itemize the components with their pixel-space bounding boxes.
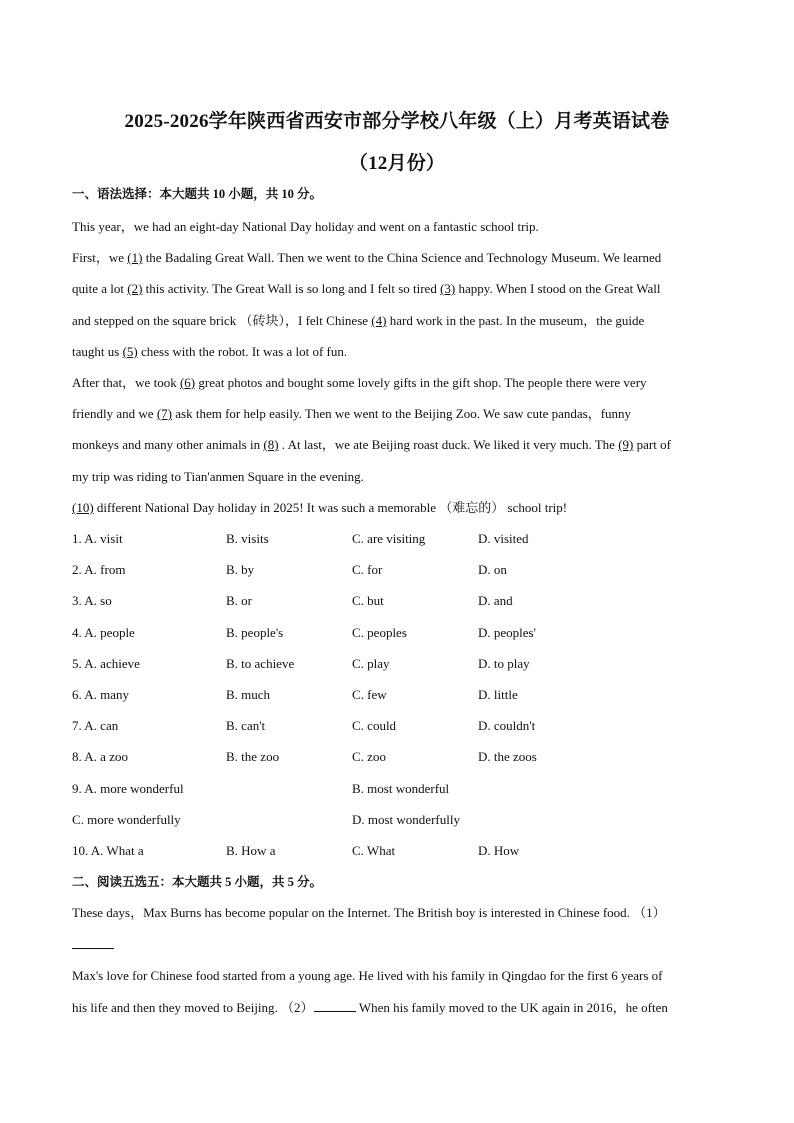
option-c: C. zoo bbox=[352, 749, 386, 764]
passage-text: . At last，we ate Beijing roast duck. We liked it very much. The bbox=[278, 437, 619, 452]
option-b: B. people's bbox=[226, 625, 284, 640]
option-d: D. visited bbox=[478, 531, 529, 546]
option-b: B. the zoo bbox=[226, 749, 280, 764]
exam-subtitle: （12月份） bbox=[348, 153, 446, 174]
option-c: C. few bbox=[352, 687, 387, 702]
option-a: 4. A. people bbox=[72, 625, 135, 640]
option-c: C. more wonderfully bbox=[72, 812, 181, 827]
reading-line: Max's love for Chinese food started from a young age. He lived with his family in Qingdao for the first 6 years of bbox=[72, 968, 663, 983]
passage-line bbox=[72, 344, 722, 360]
option-d: D. to play bbox=[478, 656, 530, 671]
passage-text: First，we bbox=[72, 250, 128, 265]
passage-text: taught us bbox=[72, 344, 123, 359]
passage-text: different National Day holiday in 2025! It was such a memorable （难忘的） school trip! bbox=[93, 500, 568, 515]
option-c: C. What bbox=[352, 843, 396, 858]
blank-10: (10) bbox=[72, 500, 94, 515]
option-c: C. are visiting bbox=[352, 531, 426, 546]
passage-line: This year，we had an eight-day National Day holiday and went on a fantastic school trip. bbox=[72, 219, 539, 234]
option-b: B. much bbox=[226, 687, 271, 702]
option-b: B. to achieve bbox=[226, 656, 295, 671]
option-a: 9. A. more wonderful bbox=[72, 781, 184, 796]
passage-text: the Badaling Great Wall. Then we went to the China Science and Technology Museum. We learned bbox=[142, 250, 662, 265]
option-d: D. on bbox=[478, 562, 507, 577]
reading-line bbox=[72, 999, 722, 1016]
section1-heading: 一、语法选择：本大题共 10 小题，共 10 分。 bbox=[72, 187, 323, 201]
option-b: B. visits bbox=[226, 531, 269, 546]
reading-text: When his family moved to the UK again in 2016，he often bbox=[355, 1000, 668, 1015]
blank-3: (3) bbox=[440, 281, 456, 296]
option-a: 6. A. many bbox=[72, 687, 130, 702]
passage-text: happy. When I stood on the Great Wall bbox=[455, 281, 661, 296]
passage-text: monkeys and many other animals in bbox=[72, 437, 264, 452]
option-d: D. little bbox=[478, 687, 518, 702]
reading-line: These days，Max Burns has become popular on the Internet. The British boy is interested in Chinese food. （1） bbox=[72, 905, 666, 920]
option-d: D. How bbox=[478, 843, 520, 858]
option-a: 3. A. so bbox=[72, 593, 112, 608]
passage-line: my trip was riding to Tian'anmen Square in the evening. bbox=[72, 469, 364, 484]
option-a: 8. A. a zoo bbox=[72, 749, 128, 764]
blank-2: (2) bbox=[127, 281, 143, 296]
option-b: B. or bbox=[226, 593, 252, 608]
option-b: B. How a bbox=[226, 843, 276, 858]
blank-4: (4) bbox=[371, 313, 387, 328]
option-b: B. can't bbox=[226, 718, 266, 733]
section2-heading: 二、阅读五选五：本大题共 5 小题，共 5 分。 bbox=[72, 875, 323, 889]
passage-line bbox=[72, 281, 722, 297]
blank-9: (9) bbox=[618, 437, 634, 452]
option-c: C. peoples bbox=[352, 625, 407, 640]
option-a: 1. A. visit bbox=[72, 531, 123, 546]
passage-text: quite a lot bbox=[72, 281, 128, 296]
exam-title: 2025-2026学年陕西省西安市部分学校八年级（上）月考英语试卷 bbox=[124, 111, 670, 132]
option-c: C. for bbox=[352, 562, 383, 577]
blank-1: (1) bbox=[127, 250, 143, 265]
passage-line bbox=[72, 500, 722, 516]
passage-line bbox=[72, 313, 722, 329]
option-d: D. the zoos bbox=[478, 749, 537, 764]
passage-text: ask them for help easily. Then we went to the Beijing Zoo. We saw cute pandas，funny bbox=[172, 406, 632, 421]
passage-text: part of bbox=[633, 437, 671, 452]
option-a: 7. A. can bbox=[72, 718, 119, 733]
option-d: D. and bbox=[478, 593, 513, 608]
passage-text: great photos and bought some lovely gifts in the gift shop. The people there were very bbox=[195, 375, 647, 390]
option-c: C. play bbox=[352, 656, 390, 671]
answer-blank-1 bbox=[72, 948, 114, 949]
passage-text: hard work in the past. In the museum，the guide bbox=[386, 313, 645, 328]
passage-text: friendly and we bbox=[72, 406, 157, 421]
passage-text: After that，we took bbox=[72, 375, 180, 390]
option-a: 10. A. What a bbox=[72, 843, 144, 858]
option-d: D. peoples' bbox=[478, 625, 536, 640]
reading-text: his life and then they moved to Beijing. （2） bbox=[72, 1000, 314, 1015]
blank-8: (8) bbox=[263, 437, 279, 452]
option-b: B. most wonderful bbox=[352, 781, 450, 796]
option-c: C. but bbox=[352, 593, 384, 608]
blank-7: (7) bbox=[156, 406, 173, 421]
passage-text: and stepped on the square brick （砖块），I felt Chinese bbox=[72, 313, 372, 328]
passage-line bbox=[72, 250, 722, 266]
option-d: D. most wonderfully bbox=[352, 812, 460, 827]
option-c: C. could bbox=[352, 718, 397, 733]
answer-blank-2 bbox=[314, 999, 356, 1012]
passage-line bbox=[72, 375, 722, 391]
option-d: D. couldn't bbox=[478, 718, 536, 733]
option-b: B. by bbox=[226, 562, 255, 577]
blank-5: (5) bbox=[122, 344, 138, 359]
passage-line bbox=[72, 406, 722, 422]
passage-line bbox=[72, 437, 722, 453]
passage-text: this activity. The Great Wall is so long and I felt so tired bbox=[142, 281, 441, 296]
blank-6: (6) bbox=[179, 375, 196, 390]
passage-text: chess with the robot. It was a lot of fun. bbox=[137, 344, 348, 359]
option-a: 5. A. achieve bbox=[72, 656, 140, 671]
option-a: 2. A. from bbox=[72, 562, 126, 577]
